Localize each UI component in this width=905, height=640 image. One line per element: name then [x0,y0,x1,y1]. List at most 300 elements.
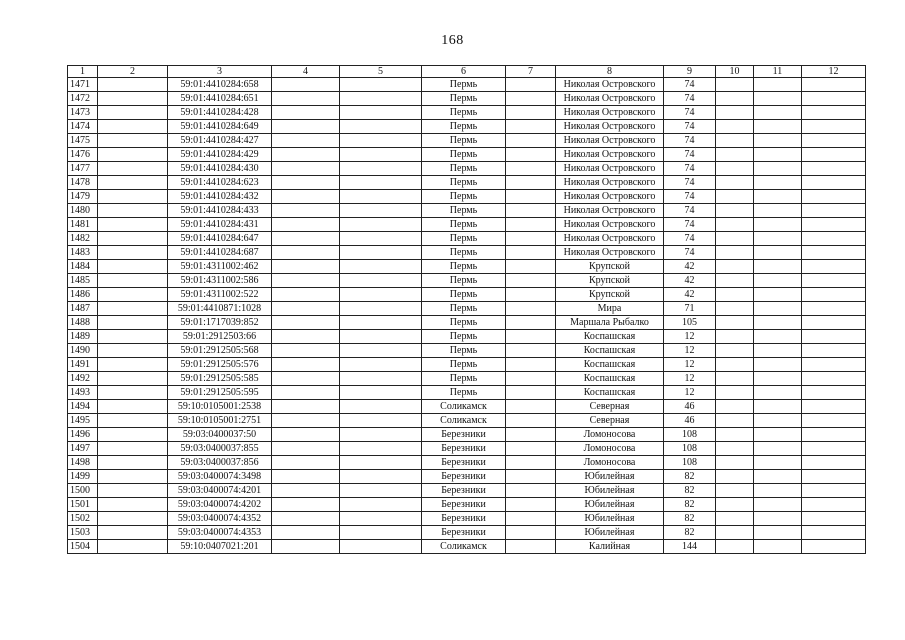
empty-cell [754,344,802,358]
empty-cell [98,316,168,330]
street-cell: Юбилейная [556,512,664,526]
table-row [68,428,866,442]
empty-cell [98,456,168,470]
street-cell: Коспашская [556,386,664,400]
house-number-cell: 42 [664,260,716,274]
empty-cell [272,540,340,554]
empty-cell [716,372,754,386]
empty-cell [340,498,422,512]
table-row [68,78,866,92]
city-cell: Пермь [422,386,506,400]
empty-cell [272,428,340,442]
empty-cell [272,470,340,484]
table-row [68,190,866,204]
city-cell: Березники [422,456,506,470]
house-number-cell: 74 [664,134,716,148]
empty-cell [340,414,422,428]
house-number-cell: 42 [664,274,716,288]
empty-cell [754,316,802,330]
house-number-cell: 71 [664,302,716,316]
table-row [68,204,866,218]
table-row [68,512,866,526]
street-cell: Юбилейная [556,526,664,540]
page-number: 168 [441,33,464,48]
header-row [68,66,866,78]
empty-cell [98,414,168,428]
empty-cell [272,162,340,176]
empty-cell [754,470,802,484]
cadastral-number-cell: 59:01:4410284:431 [168,218,272,232]
empty-cell [272,148,340,162]
empty-cell [754,288,802,302]
cadastral-number-cell: 59:03:0400037:50 [168,428,272,442]
empty-cell [98,120,168,134]
empty-cell [98,148,168,162]
empty-cell [716,288,754,302]
empty-cell [506,316,556,330]
cadastral-number-cell: 59:01:1717039:852 [168,316,272,330]
house-number-cell: 74 [664,232,716,246]
empty-cell [802,442,866,456]
empty-cell [754,442,802,456]
empty-cell [802,260,866,274]
empty-cell [340,344,422,358]
empty-cell [340,302,422,316]
house-number-cell: 74 [664,78,716,92]
row-number-cell: 1476 [68,148,98,162]
empty-cell [506,498,556,512]
empty-cell [340,470,422,484]
house-number-cell: 12 [664,372,716,386]
house-number-cell: 74 [664,148,716,162]
empty-cell [802,386,866,400]
empty-cell [754,372,802,386]
empty-cell [716,442,754,456]
empty-cell [98,386,168,400]
street-cell: Коспашская [556,344,664,358]
empty-cell [340,120,422,134]
empty-cell [716,540,754,554]
empty-cell [754,330,802,344]
row-number-cell: 1503 [68,526,98,540]
cadastral-number-cell: 59:01:2912505:585 [168,372,272,386]
city-cell: Пермь [422,274,506,288]
empty-cell [754,176,802,190]
table-row [68,218,866,232]
empty-cell [272,372,340,386]
cadastral-number-cell: 59:01:4410284:432 [168,190,272,204]
table-row [68,162,866,176]
empty-cell [716,134,754,148]
empty-cell [272,232,340,246]
empty-cell [506,204,556,218]
empty-cell [754,120,802,134]
street-cell: Николая Островского [556,106,664,120]
empty-cell [272,274,340,288]
street-cell: Северная [556,414,664,428]
city-cell: Пермь [422,120,506,134]
empty-cell [506,526,556,540]
street-cell: Николая Островского [556,232,664,246]
empty-cell [98,232,168,246]
empty-cell [754,246,802,260]
house-number-cell: 74 [664,246,716,260]
street-cell: Крупской [556,288,664,302]
table-row [68,386,866,400]
house-number-cell: 42 [664,288,716,302]
empty-cell [802,78,866,92]
empty-cell [272,414,340,428]
empty-cell [506,232,556,246]
cadastral-number-cell: 59:01:4410284:429 [168,148,272,162]
city-cell: Березники [422,428,506,442]
empty-cell [802,484,866,498]
empty-cell [340,372,422,386]
empty-cell [716,106,754,120]
empty-cell [802,232,866,246]
empty-cell [506,512,556,526]
city-cell: Соликамск [422,414,506,428]
table-row [68,246,866,260]
empty-cell [716,386,754,400]
empty-cell [340,106,422,120]
empty-cell [340,78,422,92]
table-row [68,400,866,414]
empty-cell [802,414,866,428]
table-row [68,372,866,386]
city-cell: Пермь [422,316,506,330]
empty-cell [340,428,422,442]
empty-cell [506,344,556,358]
street-cell: Николая Островского [556,92,664,106]
row-number-cell: 1498 [68,456,98,470]
empty-cell [802,316,866,330]
empty-cell [340,176,422,190]
empty-cell [272,498,340,512]
house-number-cell: 12 [664,330,716,344]
empty-cell [506,358,556,372]
house-number-cell: 82 [664,498,716,512]
house-number-cell: 74 [664,106,716,120]
cadastral-number-cell: 59:10:0407021:201 [168,540,272,554]
table-body [68,78,866,554]
empty-cell [754,358,802,372]
empty-cell [506,386,556,400]
empty-cell [98,134,168,148]
cadastral-number-cell: 59:01:4410284:433 [168,204,272,218]
empty-cell [98,260,168,274]
table-row [68,92,866,106]
row-number-cell: 1494 [68,400,98,414]
empty-cell [506,330,556,344]
city-cell: Пермь [422,288,506,302]
empty-cell [98,470,168,484]
city-cell: Пермь [422,134,506,148]
row-number-cell: 1478 [68,176,98,190]
empty-cell [802,148,866,162]
empty-cell [272,526,340,540]
empty-cell [802,372,866,386]
empty-cell [98,92,168,106]
city-cell: Пермь [422,78,506,92]
cadastral-number-cell: 59:01:4311002:586 [168,274,272,288]
empty-cell [272,442,340,456]
empty-cell [716,176,754,190]
street-cell: Юбилейная [556,484,664,498]
empty-cell [272,288,340,302]
table-row [68,540,866,554]
empty-cell [716,78,754,92]
cadastral-number-cell: 59:10:0105001:2751 [168,414,272,428]
house-number-cell: 82 [664,526,716,540]
empty-cell [802,302,866,316]
empty-cell [754,148,802,162]
empty-cell [98,400,168,414]
cadastral-number-cell: 59:01:4311002:522 [168,288,272,302]
empty-cell [340,358,422,372]
empty-cell [340,288,422,302]
empty-cell [506,162,556,176]
empty-cell [98,218,168,232]
street-cell: Коспашская [556,372,664,386]
column-header-11: 11 [754,66,802,78]
empty-cell [506,78,556,92]
table-row [68,470,866,484]
empty-cell [506,176,556,190]
street-cell: Николая Островского [556,176,664,190]
empty-cell [506,428,556,442]
empty-cell [506,106,556,120]
empty-cell [98,302,168,316]
empty-cell [716,120,754,134]
cadastral-number-cell: 59:01:4410284:430 [168,162,272,176]
empty-cell [506,260,556,274]
city-cell: Соликамск [422,400,506,414]
city-cell: Пермь [422,162,506,176]
empty-cell [340,260,422,274]
empty-cell [754,386,802,400]
row-number-cell: 1490 [68,344,98,358]
house-number-cell: 74 [664,218,716,232]
empty-cell [506,148,556,162]
empty-cell [802,246,866,260]
empty-cell [802,92,866,106]
empty-cell [754,512,802,526]
cadastral-number-cell: 59:01:4410284:687 [168,246,272,260]
cadastral-number-cell: 59:01:4410284:651 [168,92,272,106]
house-number-cell: 82 [664,512,716,526]
empty-cell [340,204,422,218]
empty-cell [716,260,754,274]
table-row [68,344,866,358]
empty-cell [754,190,802,204]
empty-cell [340,540,422,554]
column-header-10: 10 [716,66,754,78]
empty-cell [340,526,422,540]
empty-cell [802,498,866,512]
city-cell: Березники [422,526,506,540]
column-header-6: 6 [422,66,506,78]
column-header-4: 4 [272,66,340,78]
row-number-cell: 1504 [68,540,98,554]
empty-cell [272,358,340,372]
empty-cell [716,148,754,162]
empty-cell [716,498,754,512]
empty-cell [272,120,340,134]
empty-cell [272,260,340,274]
row-number-cell: 1475 [68,134,98,148]
empty-cell [506,484,556,498]
empty-cell [98,204,168,218]
empty-cell [716,428,754,442]
row-number-cell: 1486 [68,288,98,302]
empty-cell [802,344,866,358]
row-number-cell: 1473 [68,106,98,120]
cadastral-number-cell: 59:03:0400074:4352 [168,512,272,526]
row-number-cell: 1474 [68,120,98,134]
row-number-cell: 1477 [68,162,98,176]
city-cell: Пермь [422,190,506,204]
table-row [68,106,866,120]
row-number-cell: 1493 [68,386,98,400]
house-number-cell: 12 [664,344,716,358]
empty-cell [272,386,340,400]
empty-cell [506,470,556,484]
empty-cell [98,274,168,288]
column-header-8: 8 [556,66,664,78]
street-cell: Северная [556,400,664,414]
city-cell: Пермь [422,344,506,358]
empty-cell [506,414,556,428]
city-cell: Пермь [422,232,506,246]
column-header-1: 1 [68,66,98,78]
empty-cell [98,540,168,554]
empty-cell [506,442,556,456]
empty-cell [716,512,754,526]
empty-cell [340,456,422,470]
table-row [68,498,866,512]
row-number-cell: 1492 [68,372,98,386]
street-cell: Ломоносова [556,428,664,442]
empty-cell [754,400,802,414]
table-row [68,134,866,148]
cadastral-number-cell: 59:01:2912505:568 [168,344,272,358]
row-number-cell: 1496 [68,428,98,442]
table-row [68,274,866,288]
house-number-cell: 74 [664,190,716,204]
empty-cell [506,540,556,554]
house-number-cell: 108 [664,428,716,442]
house-number-cell: 12 [664,358,716,372]
row-number-cell: 1497 [68,442,98,456]
city-cell: Соликамск [422,540,506,554]
house-number-cell: 82 [664,470,716,484]
table-row [68,260,866,274]
empty-cell [506,218,556,232]
street-cell: Николая Островского [556,246,664,260]
empty-cell [340,484,422,498]
cadastral-number-cell: 59:01:2912503:66 [168,330,272,344]
empty-cell [340,92,422,106]
table-row [68,148,866,162]
empty-cell [340,386,422,400]
empty-cell [716,162,754,176]
empty-cell [754,204,802,218]
street-cell: Юбилейная [556,498,664,512]
row-number-cell: 1480 [68,204,98,218]
city-cell: Березники [422,442,506,456]
empty-cell [754,260,802,274]
empty-cell [272,106,340,120]
table-row [68,120,866,134]
house-number-cell: 74 [664,120,716,134]
empty-cell [716,400,754,414]
empty-cell [802,106,866,120]
empty-cell [802,526,866,540]
empty-cell [340,442,422,456]
table-row [68,358,866,372]
empty-cell [98,78,168,92]
empty-cell [716,92,754,106]
house-number-cell: 74 [664,176,716,190]
empty-cell [98,330,168,344]
cadastral-number-cell: 59:03:0400074:4202 [168,498,272,512]
empty-cell [716,456,754,470]
empty-cell [98,442,168,456]
house-number-cell: 46 [664,400,716,414]
street-cell: Николая Островского [556,162,664,176]
house-number-cell: 74 [664,204,716,218]
city-cell: Пермь [422,246,506,260]
empty-cell [754,274,802,288]
table-row [68,176,866,190]
street-cell: Николая Островского [556,218,664,232]
empty-cell [98,512,168,526]
empty-cell [98,526,168,540]
house-number-cell: 144 [664,540,716,554]
city-cell: Пермь [422,260,506,274]
empty-cell [340,190,422,204]
cadastral-number-cell: 59:10:0105001:2538 [168,400,272,414]
column-header-5: 5 [340,66,422,78]
city-cell: Пермь [422,218,506,232]
empty-cell [802,330,866,344]
row-number-cell: 1484 [68,260,98,274]
empty-cell [754,428,802,442]
row-number-cell: 1501 [68,498,98,512]
street-cell: Николая Островского [556,78,664,92]
street-cell: Крупской [556,260,664,274]
empty-cell [754,484,802,498]
empty-cell [802,358,866,372]
house-number-cell: 74 [664,92,716,106]
empty-cell [802,540,866,554]
table-row [68,302,866,316]
empty-cell [506,372,556,386]
row-number-cell: 1482 [68,232,98,246]
house-number-cell: 74 [664,162,716,176]
cadastral-number-cell: 59:03:0400074:3498 [168,470,272,484]
empty-cell [506,190,556,204]
empty-cell [754,162,802,176]
city-cell: Пермь [422,358,506,372]
street-cell: Николая Островского [556,148,664,162]
empty-cell [272,344,340,358]
column-header-7: 7 [506,66,556,78]
city-cell: Березники [422,470,506,484]
empty-cell [98,484,168,498]
empty-cell [754,92,802,106]
